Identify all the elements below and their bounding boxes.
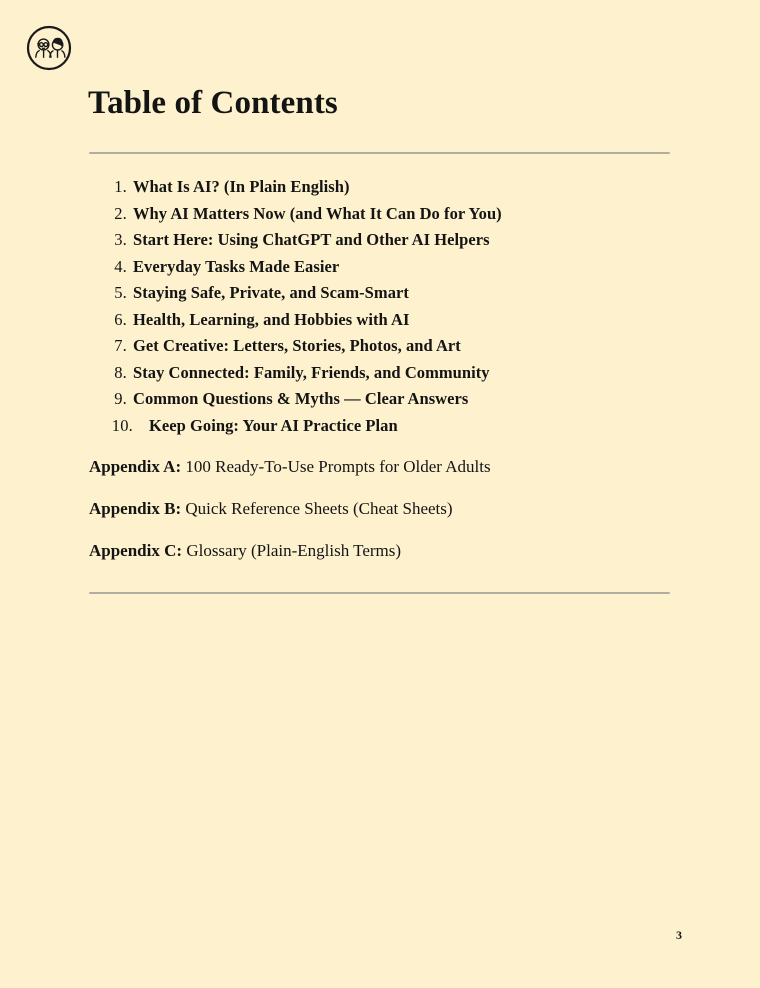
appendix-item-label: Appendix C: [89, 541, 183, 560]
toc-item-label: Everyday Tasks Made Easier [133, 256, 340, 276]
toc-item-label: Common Questions & Myths — Clear Answers [133, 389, 469, 408]
two-people-circle-icon [26, 25, 72, 71]
table-of-contents-list [89, 177, 689, 442]
page-number: 3 [676, 928, 682, 942]
toc-item-label: Why AI Matters Now (and What It Can Do for You) [133, 203, 502, 223]
appendix-list [89, 458, 709, 584]
toc-item[interactable] [89, 389, 689, 416]
appendix-item-label: Appendix B: [89, 499, 182, 518]
toc-item-label: Health, Learning, and Hobbies with AI [133, 309, 410, 329]
toc-item-number: 6. [114, 309, 127, 329]
toc-item-number: 8. [114, 362, 127, 382]
appendix-item-description: Quick Reference Sheets (Cheat Sheets) [181, 499, 453, 518]
toc-item[interactable] [89, 257, 689, 284]
appendix-item-label: Appendix A: [89, 457, 182, 476]
appendix-item-description: Glossary (Plain‑English Terms) [182, 541, 402, 560]
toc-item[interactable] [89, 310, 689, 337]
toc-item[interactable] [89, 177, 689, 204]
toc-item-number: 1. [114, 177, 127, 196]
toc-item[interactable] [89, 230, 689, 257]
divider-bottom [89, 592, 670, 594]
toc-item-number: 5. [114, 283, 127, 302]
toc-item-label: Keep Going: Your AI Practice Plan [149, 415, 398, 435]
toc-item-label: Get Creative: Letters, Stories, Photos, and Art [133, 336, 461, 355]
toc-item-number: 4. [114, 256, 127, 276]
toc-item[interactable] [89, 204, 689, 231]
toc-item-label: Stay Connected: Family, Friends, and Community [133, 362, 490, 382]
toc-item-label: Staying Safe, Private, and Scam‑Smart [133, 283, 409, 302]
appendix-item[interactable] [89, 458, 709, 475]
logo [26, 25, 72, 71]
toc-item-label: What Is AI? (In Plain English) [133, 177, 350, 196]
appendix-item[interactable] [89, 542, 709, 559]
toc-item[interactable] [89, 363, 689, 390]
appendix-item[interactable] [89, 500, 709, 517]
toc-item[interactable] [89, 416, 689, 443]
toc-item-label: Start Here: Using ChatGPT and Other AI Helpers [133, 230, 490, 249]
toc-item-number: 10. [111, 415, 133, 435]
toc-item-number: 7. [114, 336, 127, 355]
toc-item-number: 2. [114, 203, 127, 223]
page-title: Table of Contents [88, 85, 338, 121]
appendix-item-description: 100 Ready‑To‑Use Prompts for Older Adults [181, 457, 491, 476]
toc-item-number: 9. [114, 389, 127, 408]
toc-item[interactable] [89, 336, 689, 363]
toc-item[interactable] [89, 283, 689, 310]
divider-top [89, 152, 670, 154]
toc-item-number: 3. [114, 230, 127, 249]
